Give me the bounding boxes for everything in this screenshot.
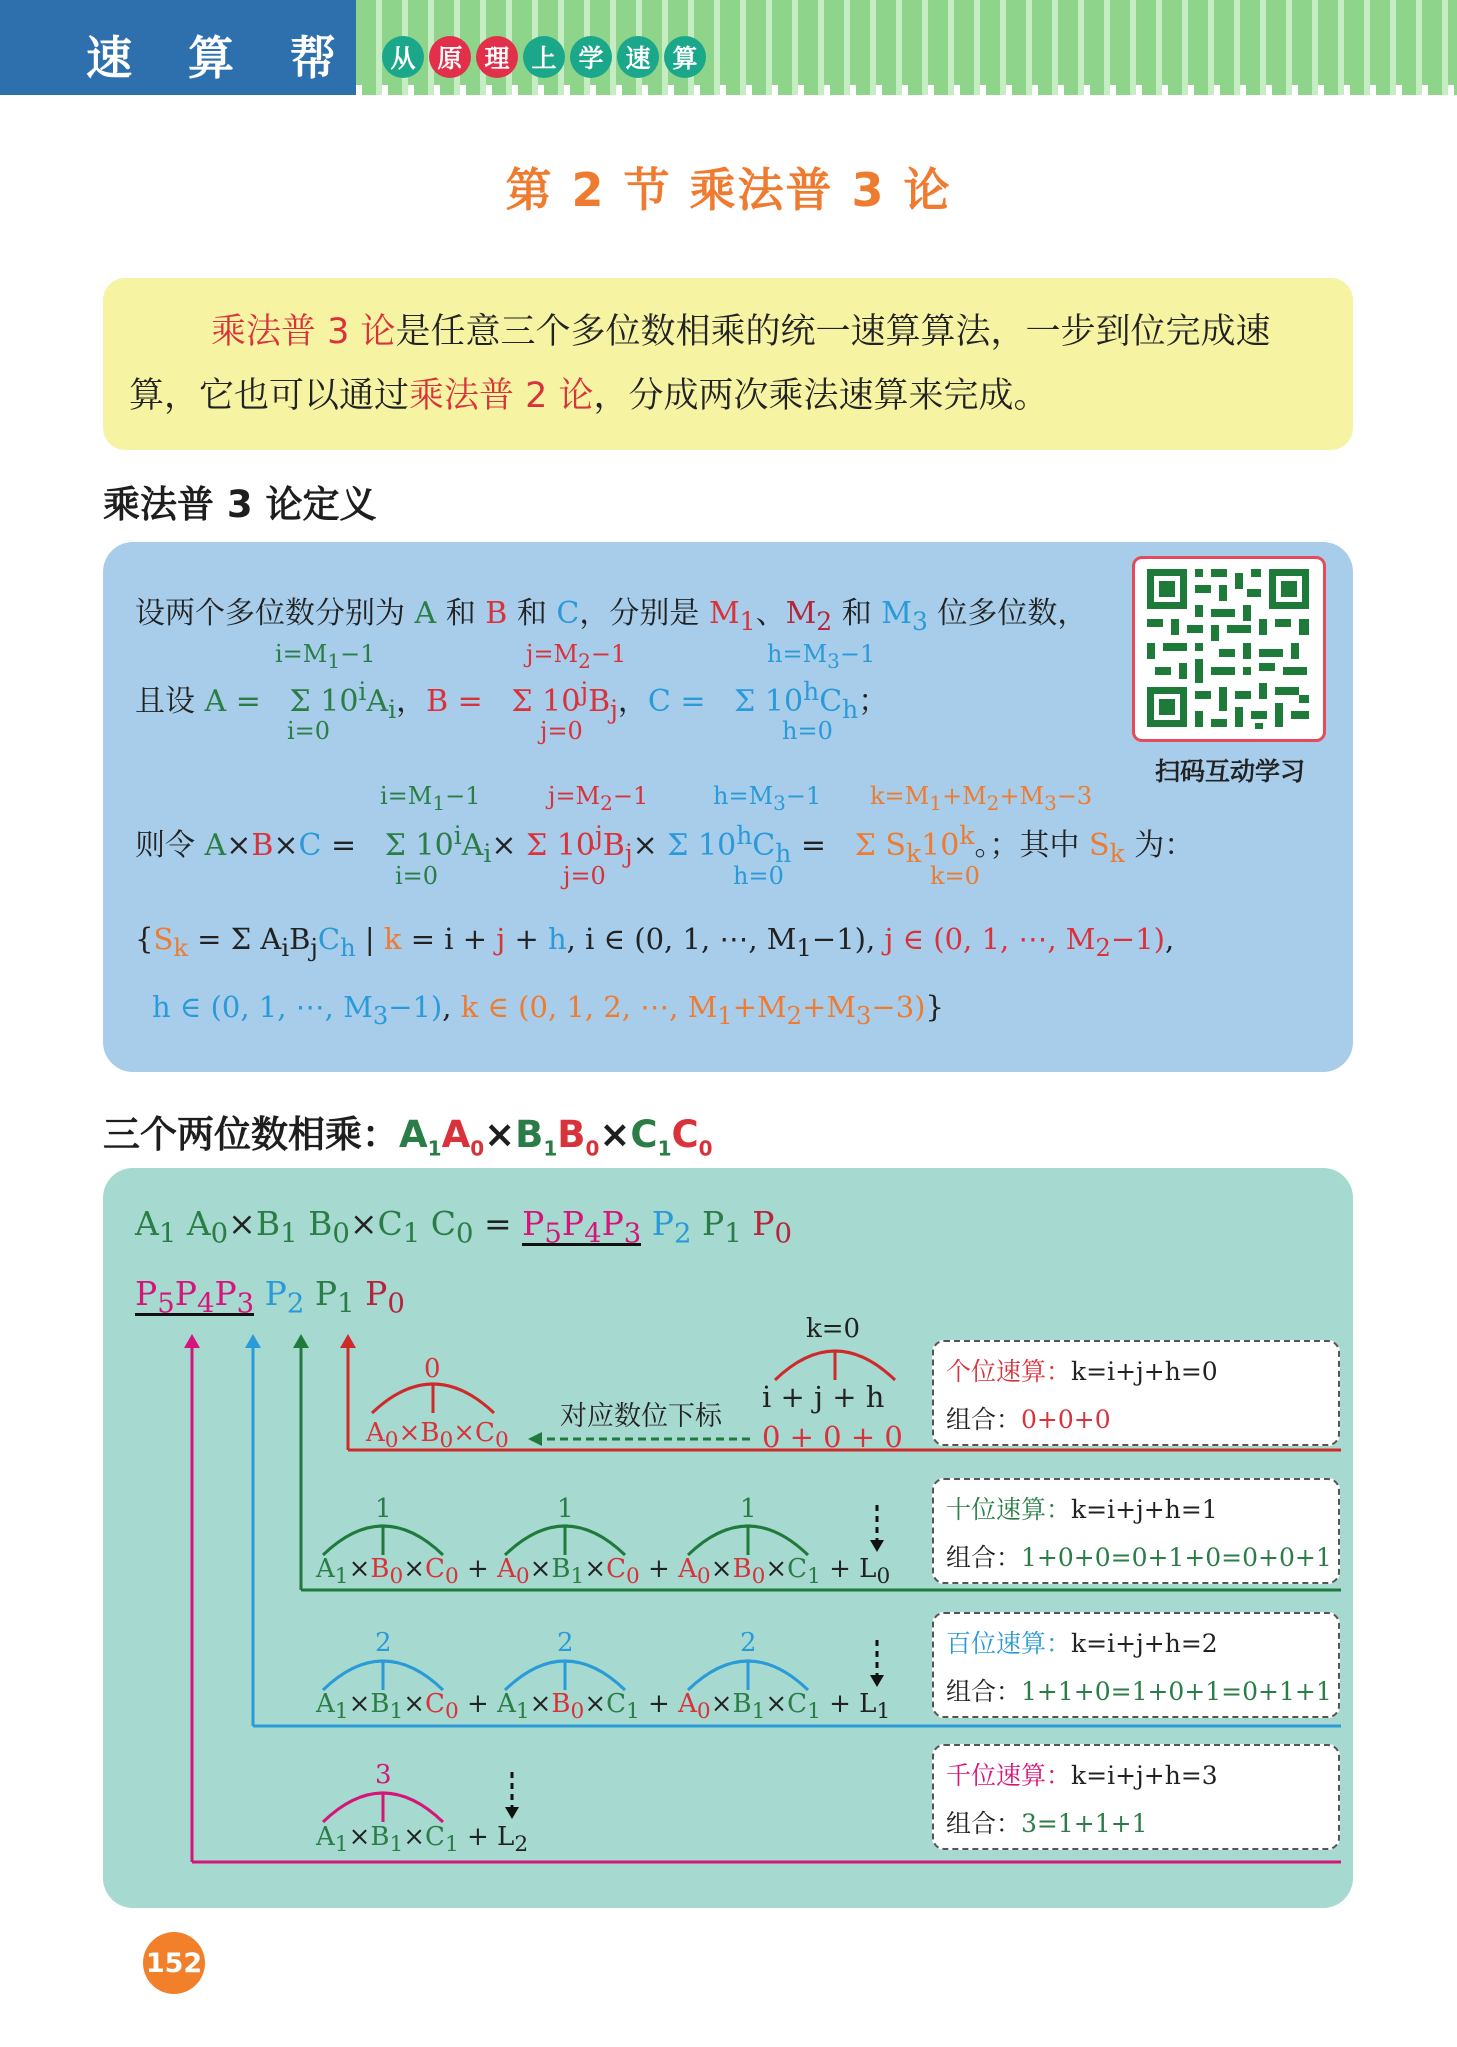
term-2: 乘法普 2 论 — [409, 376, 594, 416]
hundreds-products: $A_1\times B_1\times C_0 + A_1\times B_0\times C_1 + A_0\times B_1\times C_1 + L_1$ — [316, 1689, 891, 1725]
note-hundreds-combo-label: 组合： — [946, 1677, 1022, 1706]
k0-label: k=0 — [806, 1314, 861, 1344]
header-badge-6: 算 — [664, 36, 706, 78]
note-tens-combo: 1+0+0=0+1+0=0+0+1 — [1021, 1543, 1332, 1572]
note-tens-title: 十位速算： — [946, 1495, 1072, 1524]
note-tens-combo-label: 组合： — [946, 1543, 1022, 1572]
note-ones-combo: 0+0+0 — [1021, 1405, 1111, 1434]
note-tens — [932, 1478, 1340, 1584]
def-line-2: 且设 A = Σ $10^iA_i$，B = Σ $10^jB_j$，C = Σ $10^hC_h$； — [135, 677, 889, 724]
page-number: 152 — [143, 1932, 205, 1994]
ones-product: $A_0\times B_0\times C_0$ — [366, 1418, 509, 1454]
note-thousands — [932, 1744, 1340, 1850]
note-hundreds-title: 百位速算： — [946, 1629, 1072, 1658]
arrow-label: 对应数位下标 — [560, 1401, 722, 1432]
def-line-3-prefix: 则令 — [135, 828, 205, 863]
ijh-label: i + j + h — [762, 1380, 885, 1414]
tens-products: $A_1\times B_0\times C_0 + A_0\times B_1\times C_0 + A_0\times B_0\times C_1 + L_0$ — [316, 1554, 891, 1590]
note-hundreds-combo: 1+1+0=1+0+1=0+1+1 — [1021, 1677, 1332, 1706]
brand-title: 速 算 帮 — [86, 31, 357, 85]
header-badge-4: 学 — [570, 36, 612, 78]
section-title: 第 2 节 乘法普 3 论 — [505, 163, 952, 217]
def-line-1-suffix: 位多位数， — [927, 596, 1088, 631]
header-badge-1: 原 — [429, 36, 471, 78]
note-thousands-combo: 3=1+1+1 — [1021, 1809, 1148, 1838]
zeros-label: 0 + 0 + 0 — [762, 1420, 903, 1454]
intro-text-2: ，分成两次乘法速算来完成。 — [593, 376, 1049, 416]
header-badge-3: 上 — [523, 36, 565, 78]
note-ones — [932, 1340, 1340, 1446]
note-thousands-title: 千位速算： — [946, 1761, 1072, 1790]
def-line-3: 则令 A×B×C = Σ $10^iA_i\times \Sigma$ $10^jB_j\times \Sigma$ $10^hC_h = \Sigma$ $S_k10^k$。；其中 $S_k$ 为： — [135, 821, 1195, 868]
def-line-1-prefix: 设两个多位数分别为 — [135, 596, 415, 631]
def-line-3-end: 为： — [1124, 828, 1195, 863]
qr-label: 扫码互动学习 — [1154, 757, 1305, 786]
note-ones-title: 个位速算： — [946, 1357, 1072, 1386]
arc-label-0: 0 — [424, 1354, 441, 1384]
header-badge-2: 理 — [476, 36, 518, 78]
def-line-3-suffix: 。；其中 — [974, 828, 1090, 863]
note-ones-combo-label: 组合： — [946, 1405, 1022, 1434]
intro-text-1: 是任意三个多位数相乘的统一速算算法，一步到位完成速算，它也可以通过 — [129, 312, 1271, 416]
note-ones-formula: k=i+j+h=0 — [1071, 1357, 1218, 1386]
header-badge-0: 从 — [382, 36, 424, 78]
diagram-result: $P_5P_4P_3$ $P_2$ $P_1$ $P_0$ — [135, 1274, 405, 1320]
note-thousands-combo-label: 组合： — [946, 1809, 1022, 1838]
note-hundreds — [932, 1612, 1340, 1718]
def-line-4: {$S_k = \Sigma$ $A_iB_jC_h$ | k = i + j + h, i ∈ (0, 1, ⋯, $M_1-1$), j ∈ (0, 1, ⋯, $M_2-1$), — [135, 922, 1175, 962]
def-line-1: 设两个多位数分别为 A 和 B 和 C，分别是 $M_1$、$M_2$ 和 $M_3$ 位多位数， — [135, 596, 1088, 636]
header-badge-5: 速 — [617, 36, 659, 78]
note-thousands-formula: k=i+j+h=3 — [1071, 1761, 1218, 1790]
def-line-2-prefix: 且设 — [135, 684, 205, 719]
diagram-heading-prefix: 三个两位数相乘： — [103, 1113, 399, 1156]
diagram-heading: 三个两位数相乘：$A_1A_0\times B_1B_0\times C_1C_0$ — [103, 1113, 713, 1161]
def-line-5: h ∈ (0, 1, ⋯, $M_3-1$), k ∈ (0, 1, 2, ⋯, $M_1+M_2+M_3-3$)} — [152, 990, 944, 1030]
term-1: 乘法普 3 论 — [211, 312, 396, 352]
definition-heading: 乘法普 3 论定义 — [103, 483, 377, 526]
note-tens-formula: k=i+j+h=1 — [1071, 1495, 1218, 1524]
thousands-products: $A_1\times B_1\times C_1 + L_2$ — [316, 1822, 529, 1858]
diagram-equation: $A_1$ $A_0\times B_1$ $B_0\times C_1$ $C_0 = P_5P_4P_3$ $P_2$ $P_1$ $P_0$ — [135, 1204, 792, 1250]
note-hundreds-formula: k=i+j+h=2 — [1071, 1629, 1218, 1658]
